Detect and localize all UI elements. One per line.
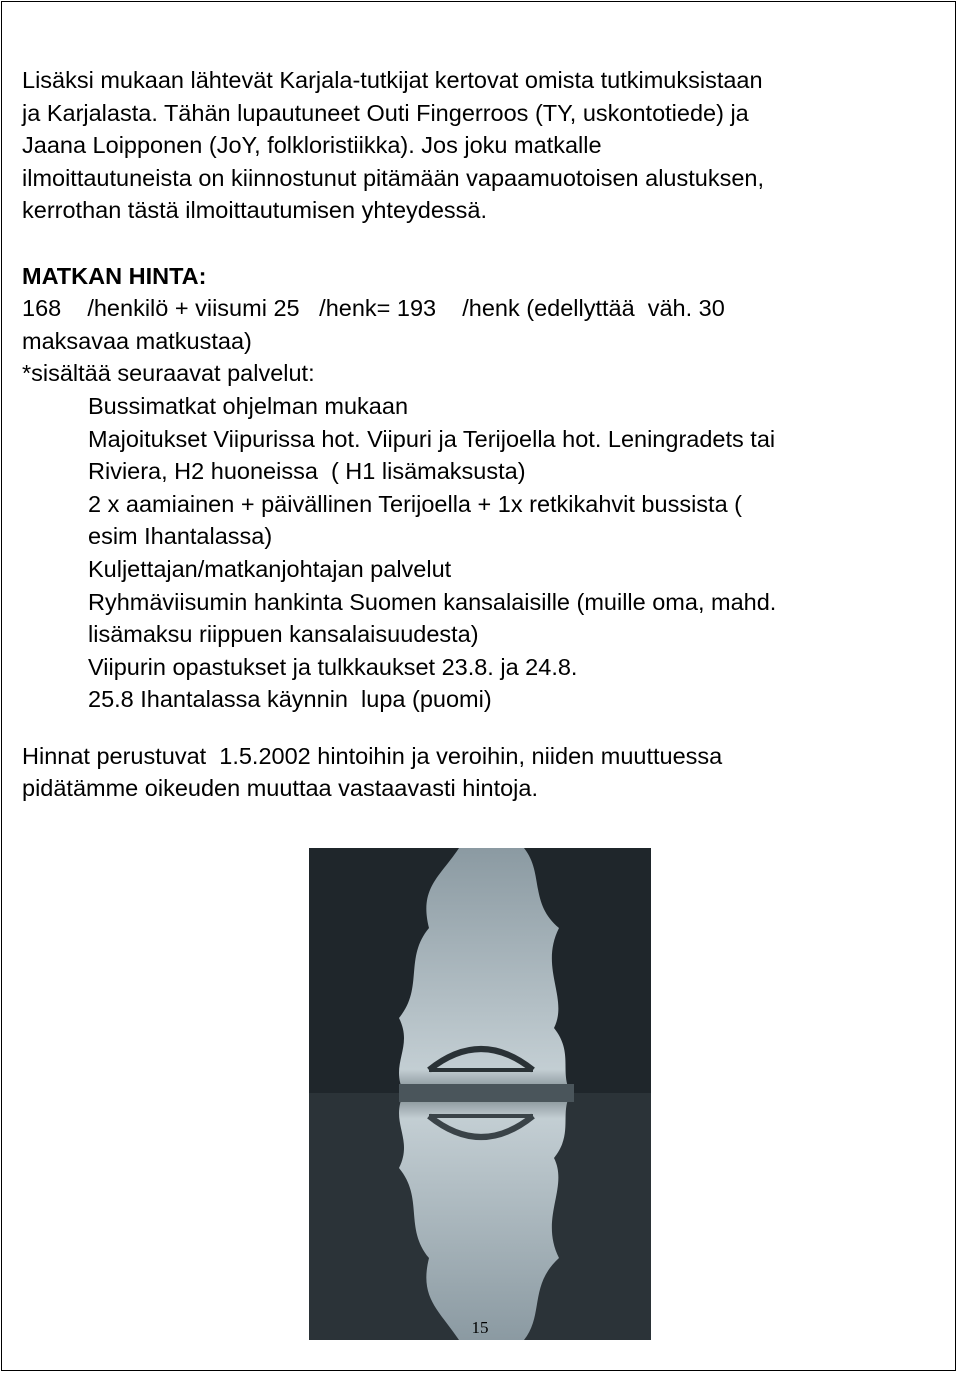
closing-line: pidätämme oikeuden muuttaa vastaavasti hintoja. — [22, 775, 539, 802]
bridge-photo — [309, 848, 651, 1340]
price-line: *sisältää seuraavat palvelut: — [22, 360, 315, 387]
spacer — [22, 227, 937, 260]
service-item: esim Ihantalassa) — [88, 523, 273, 550]
text-line: Jaana Loipponen (JoY, folkloristiikka). Jos joku matkalle — [22, 132, 602, 159]
page-number: 15 — [471, 1318, 489, 1337]
spacer — [22, 716, 937, 740]
price-heading: MATKAN HINTA: — [22, 262, 207, 289]
service-item: lisämaksu riippuen kansalaisuudesta) — [88, 621, 479, 648]
service-item: Riviera, H2 huoneissa ( H1 lisämaksusta) — [88, 458, 526, 485]
closing-line: Hinnat perustuvat 1.5.2002 hintoihin ja veroihin, niiden muuttuessa — [22, 742, 723, 769]
service-item: 2 x aamiainen + päivällinen Terijoella + 1x retkikahvit bussista ( — [88, 490, 742, 517]
service-item: Kuljettajan/matkanjohtajan palvelut — [88, 555, 452, 582]
intro-paragraph — [22, 64, 937, 227]
text-line: kerrothan tästä ilmoittautumisen yhteydessä. — [22, 197, 488, 224]
bridge-photo-icon — [309, 848, 651, 1340]
service-item: 25.8 Ihantalassa käynnin lupa (puomi) — [88, 686, 492, 713]
document-body — [22, 64, 937, 805]
service-item: Bussimatkat ohjelman mukaan — [88, 392, 409, 419]
services-list — [22, 390, 937, 716]
service-item: Ryhmäviisumin hankinta Suomen kansalaisille (muille oma, mahd. — [88, 588, 777, 615]
service-item: Majoitukset Viipurissa hot. Viipuri ja Terijoella hot. Leningradets tai — [88, 425, 776, 452]
service-item: Viipurin opastukset ja tulkkaukset 23.8. ja 24.8. — [88, 653, 578, 680]
price-line: 168 /henkilö + viisumi 25 /henk= 193 /henk (edellyttää väh. 30 — [22, 295, 725, 322]
text-line: ja Karjalasta. Tähän lupautuneet Outi Fingerroos (TY, uskontotiede) ja — [22, 99, 749, 126]
text-line: ilmoittautuneista on kiinnostunut pitämään vapaamuotoisen alustuksen, — [22, 164, 765, 191]
text-line: Lisäksi mukaan lähtevät Karjala-tutkijat kertovat omista tutkimuksistaan — [22, 67, 763, 93]
price-line: maksavaa matkustaa) — [22, 327, 252, 354]
